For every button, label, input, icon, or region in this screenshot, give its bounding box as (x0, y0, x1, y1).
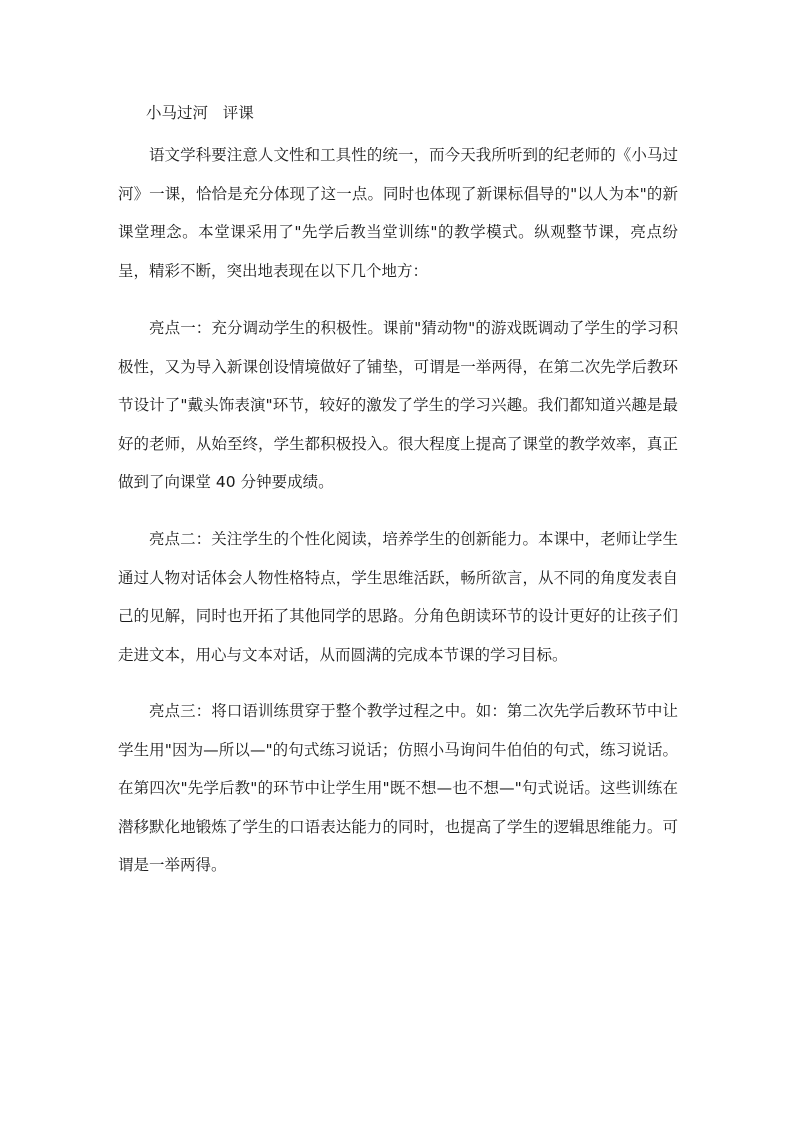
document-title: 小马过河 评课 (146, 104, 254, 122)
highlight-three-paragraph: 亮点三：将口语训练贯穿于整个教学过程之中。如：第二次先学后教环节中让学生用"因为—所以—"的句式练习说话；仿照小马询问牛伯伯的句式，练习说话。在第四次"先学后教"的环节中让学生用"既不想—也不想—"句式说话。这些训练在潜移默化地锻炼了学生的口语表达能力的同时，也提高了学生的逻辑思维能力。可谓是一举两得。 (118, 702, 678, 874)
highlight-two-paragraph: 亮点二：关注学生的个性化阅读，培养学生的创新能力。本课中，老师让学生通过人物对话体会人物性格特点，学生思维活跃，畅所欲言，从不同的角度发表自己的见解，同时也开拓了其他同学的思路。分角色朗读环节的设计更好的让孩子们走进文本，用心与文本对话，从而圆满的完成本节课的学习目标。 (118, 530, 678, 664)
intro-paragraph: 语文学科要注意人文性和工具性的统一，而今天我所听到的纪老师的《小马过河》一课，恰恰是充分体现了这一点。同时也体现了新课标倡导的"以人为本"的新课堂理念。本堂课采用了"先学后教当堂训练"的教学模式。纵观整节课，亮点纷呈，精彩不断，突出地表现在以下几个地方： (118, 146, 678, 280)
highlight-one-paragraph: 亮点一：充分调动学生的积极性。课前"猜动物"的游戏既调动了学生的学习积极性，又为导入新课创设情境做好了铺垫，可谓是一举两得，在第二次先学后教环节设计了"戴头饰表演"环节，较好的激发了学生的学习兴趣。我们都知道兴趣是最好的老师，从始至终，学生都积极投入。很大程度上提高了课堂的教学效率，真正做到了向课堂 40 分钟要成绩。 (118, 319, 678, 491)
